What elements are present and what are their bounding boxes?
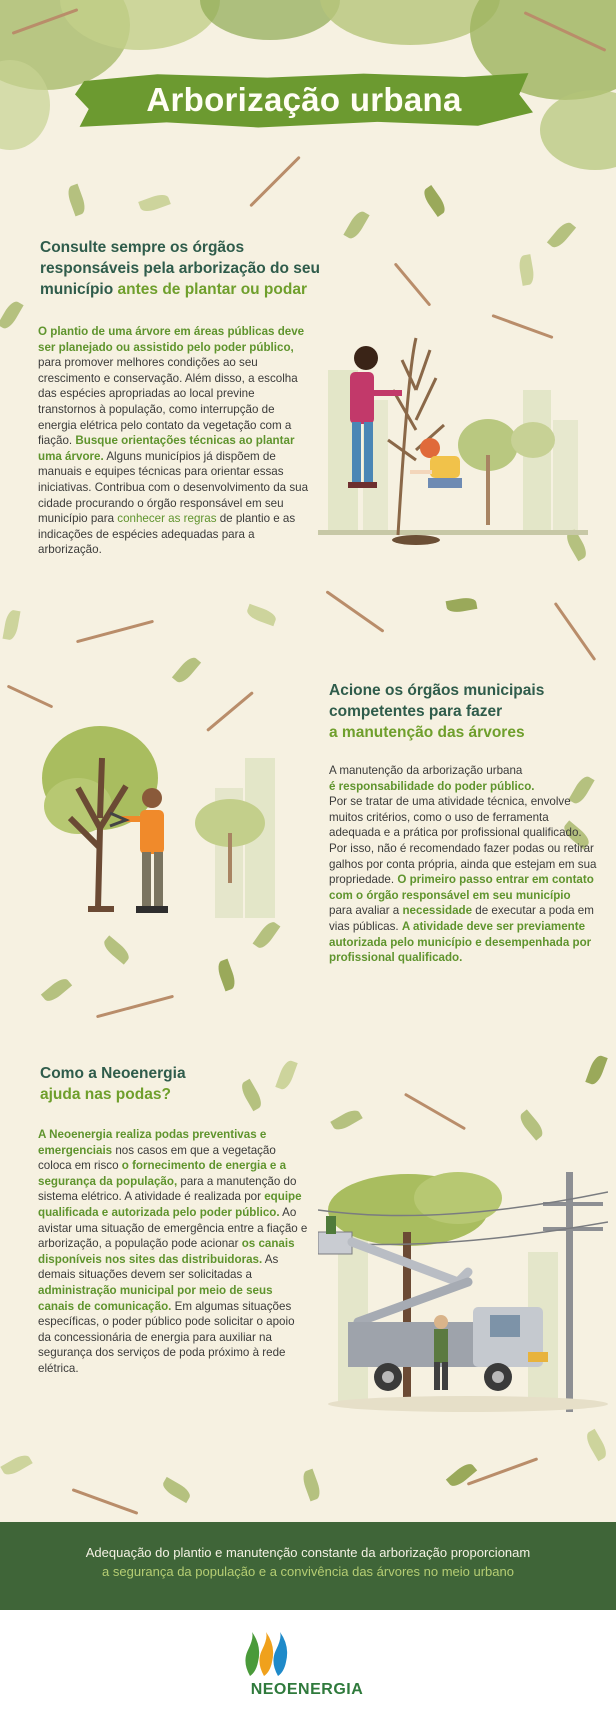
section3-body: A Neoenergia realiza podas preventivas e emergenciais nos casos em que a vegetação coloca em risco o fornecimento de energia e a segurança da população, para a manutenção do sistema elétrico. A atividade é realizada por equipe qualificada e autorizada pelo poder público. Ao avistar uma situação de emergência entre a fiação e arborização, a população pode acionar os canais disponíveis nos sites das distribuidoras. As demais situações devem ser solicitadas a administração municipal por meio de seus canais de comunicação. Em algumas situações específicas, o poder público pode solicitar o apoio da concessionária de energia para auxiliar na segurança dos serviços de poda próximo à rede elétrica. [38, 1128, 308, 1375]
section1-body: O plantio de uma árvore em áreas públicas deve ser planejado ou assistido pelo poder público, para promover melhores condições ao seu crescimento e conservação. Além disso, a escolha das espécies apropriadas ao local previne transtornos à população, como interrupção de energia elétrica pelo contato da vegetação com a fiação. Busque orientações técnicas ao plantar uma árvore. Alguns municípios já dispõem de manuais e equipes técnicas para orientar essas iniciativas. Contribua com o desenvolvimento da sua cidade procurando o órgão responsável em seu município para conhecer as regras de plantio e as indicações de espécies adequadas para a arborização. [38, 325, 309, 557]
footer-message-line2: a segurança da população e a convivência das árvores no meio urbano [102, 1564, 514, 1579]
neoenergia-logo-text: NEOENERGIA [250, 1681, 364, 1698]
section2-heading-line1: Acione os órgãos municipais [329, 682, 545, 699]
section2-heading [329, 680, 589, 743]
section1-heading-line2: responsáveis pela arborização do seu [40, 260, 320, 277]
pruning-tree-illustration [40, 718, 300, 933]
footer-logo-area [0, 1610, 616, 1733]
section1-heading [40, 237, 340, 300]
section3-heading [40, 1063, 300, 1105]
page-title: Arborização urbana [146, 81, 462, 118]
neoenergia-logo-icon [240, 1632, 290, 1678]
section1-heading-highlight: antes de plantar ou podar [117, 281, 307, 298]
section1-heading-line1: Consulte sempre os órgãos [40, 239, 245, 256]
section2-body: A manutenção da arborização urbana é responsabilidade do poder público. Por se tratar de uma atividade técnica, envolve muitos critérios, como o uso de ferramenta adequada e a prática por profissional qualificado. Por isso, não é recomendado fazer podas ou retirar galhos por conta própria, ainda que estejam em sua propriedade. O primeiro passo entrar em contato com o órgão responsável em seu município para avaliar a necessidade de executar a poda em vias públicas. A atividade deve ser previamente autorizada pelo município e desempenhada por profissional qualificado. [329, 764, 597, 965]
section3-heading-line1: Como a Neoenergia [40, 1065, 186, 1082]
planting-tree-illustration [318, 330, 588, 555]
section2-heading-highlight: a manutenção das árvores [329, 724, 525, 741]
footer-message-line1: Adequação do plantio e manutenção constante da arborização proporcionam [85, 1545, 531, 1560]
section2-heading-line2: competentes para fazer [329, 703, 503, 720]
section3-heading-highlight: ajuda nas podas? [40, 1086, 171, 1103]
section1-heading-line3: município [40, 281, 114, 298]
utility-truck-illustration [318, 1172, 608, 1422]
